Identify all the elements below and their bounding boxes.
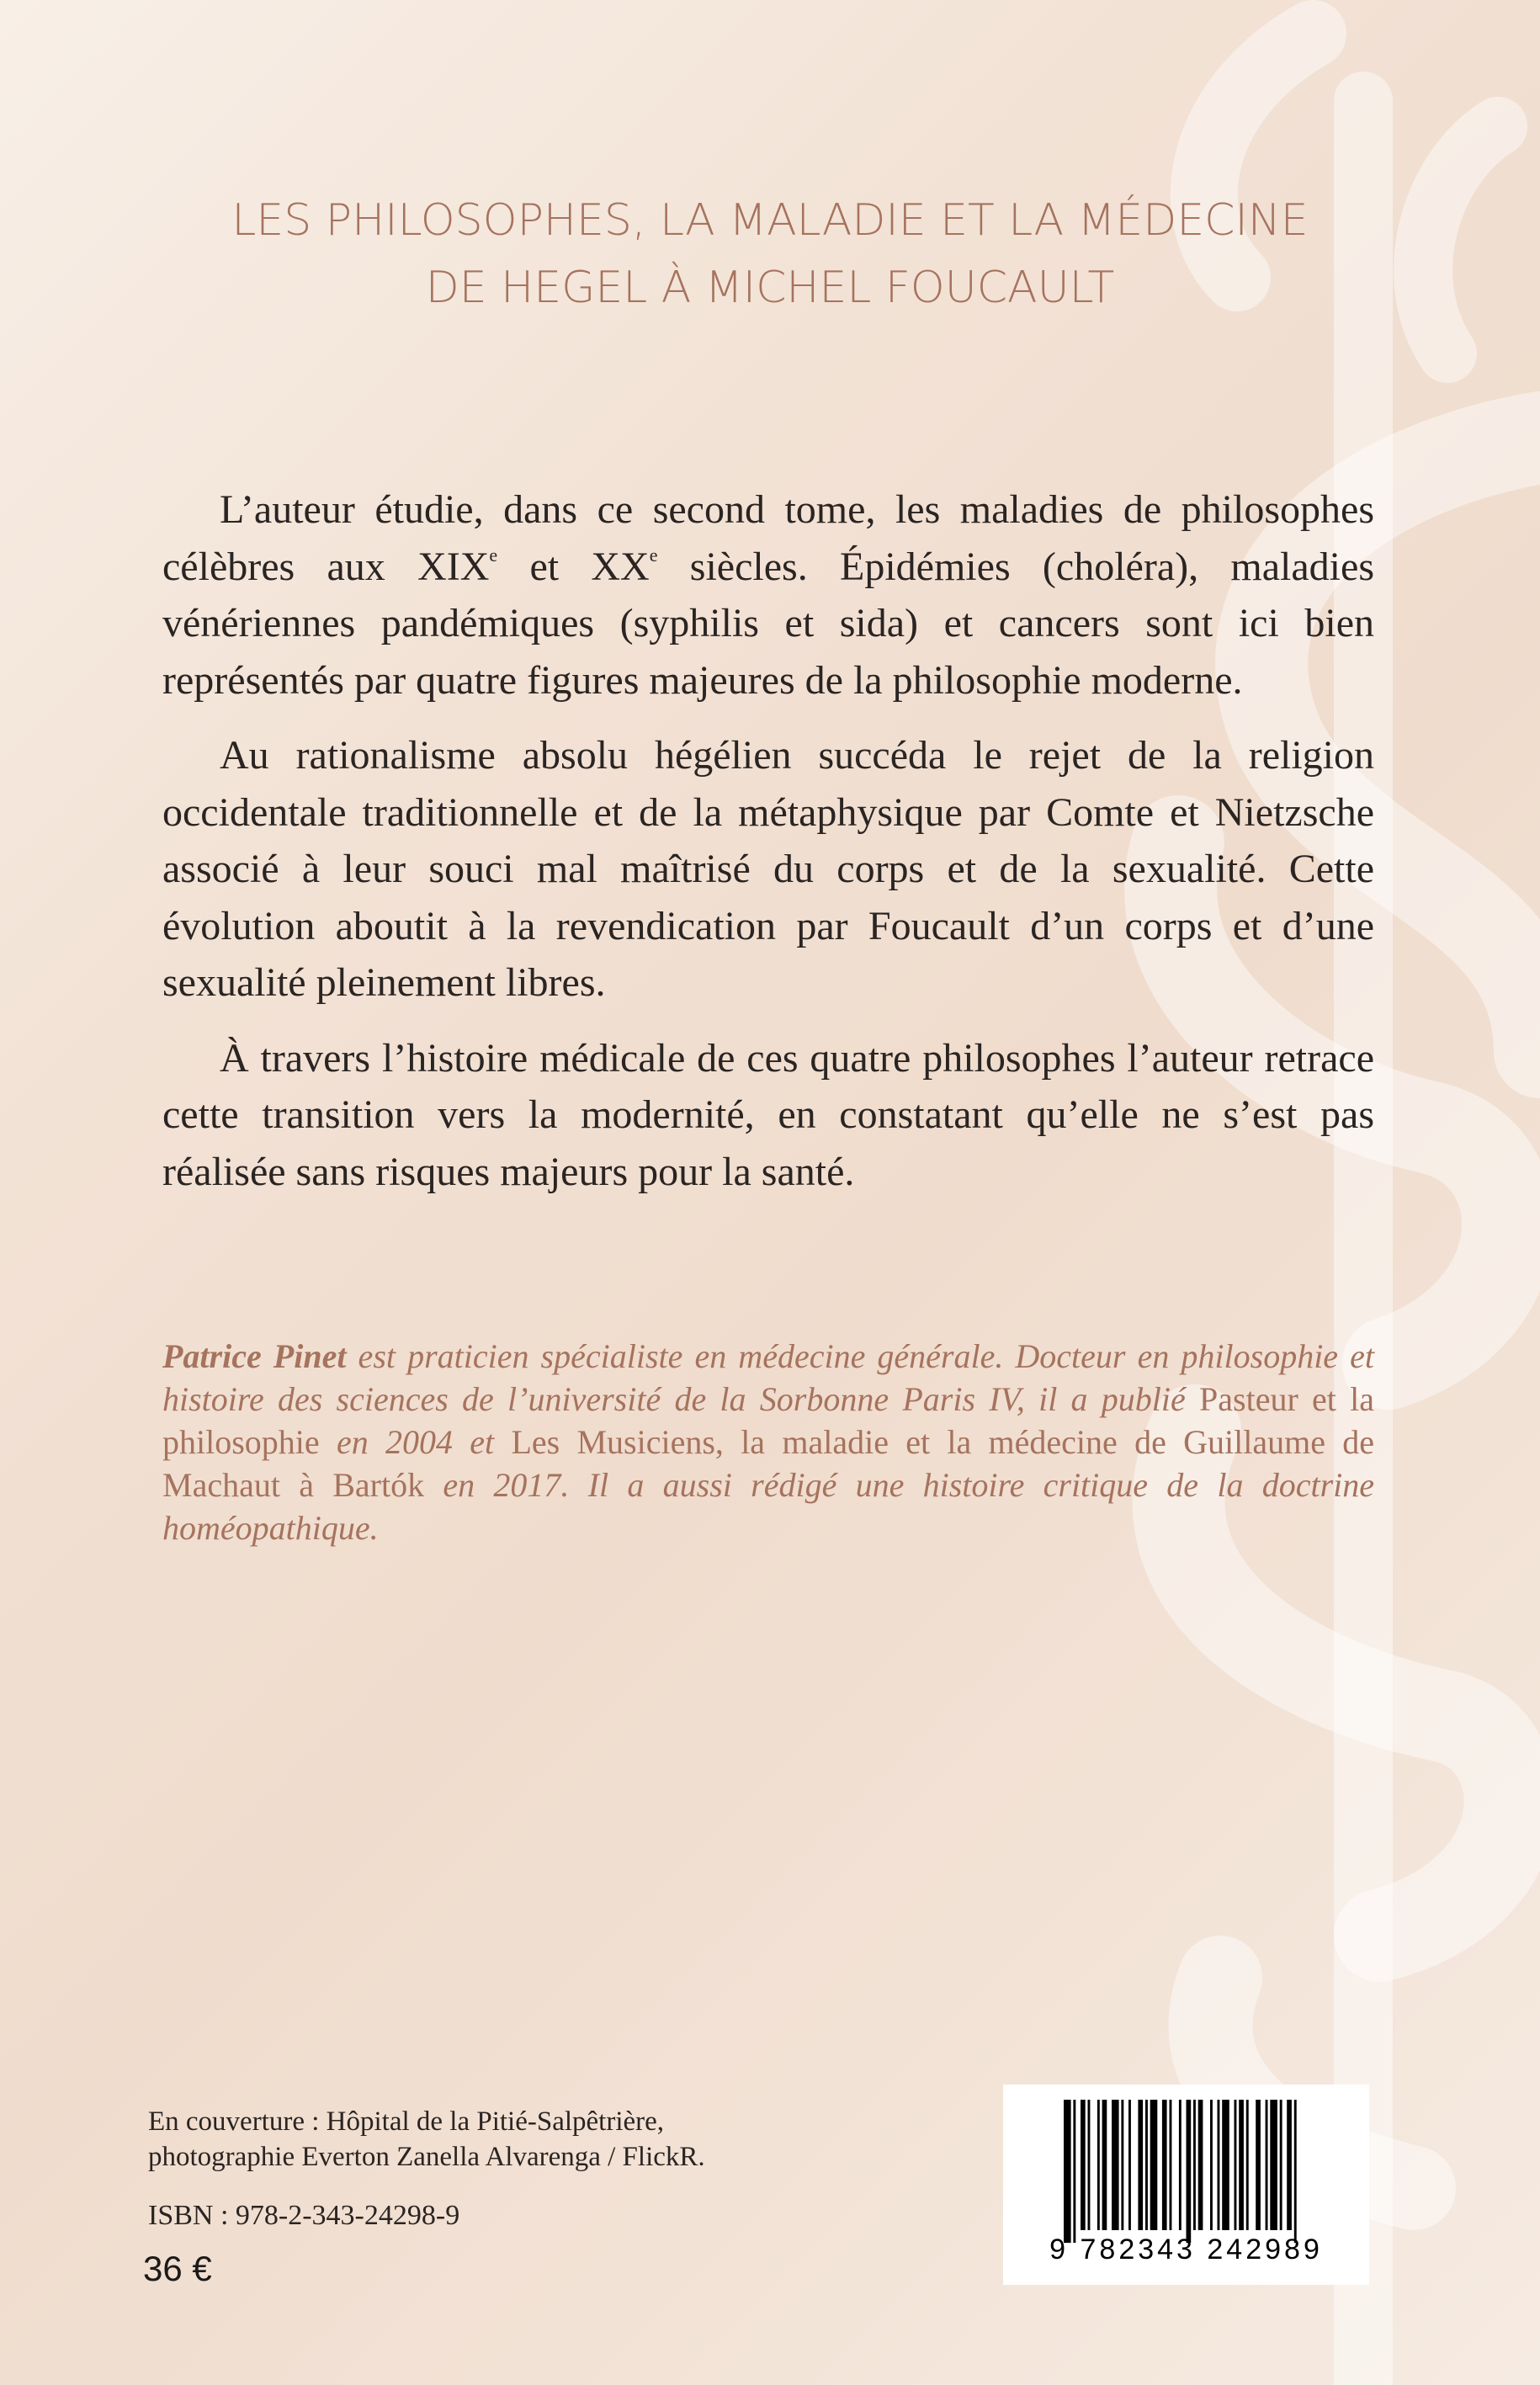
book-title-1: Pasteur et la philosophie [162, 1380, 1374, 1461]
price: 36 € [143, 2249, 212, 2288]
barcode-bar [1235, 2100, 1237, 2230]
barcode-bar [1270, 2100, 1277, 2230]
blurb-p1-c: siècles. Épidémies (choléra), maladies vénériennes pandémiques (syphilis et sida) et cancers sont ici bien représentés par quatre figures majeures de la philosophie moderne. [162, 544, 1374, 703]
barcode-bar [1294, 2100, 1297, 2243]
superscript-e: e [489, 544, 498, 566]
cover-credit [148, 2104, 705, 2175]
bio-text-1: est praticien spécialiste en médecine générale. Docteur en philosophie et histoire des sciences de l’université de la Sorbonne Paris IV, il a publié [162, 1337, 1374, 1418]
barcode-bar [1073, 2100, 1075, 2243]
barcode-bar [1145, 2100, 1148, 2230]
barcode [1003, 2085, 1369, 2285]
barcode-bar [1081, 2100, 1086, 2230]
barcode-bar [1218, 2100, 1220, 2230]
credit-line-2: photographie Everton Zanella Alvarenga / FlickR. [148, 2142, 705, 2172]
barcode-bar [1287, 2100, 1292, 2230]
barcode-bar [1138, 2100, 1143, 2230]
barcode-bar [1112, 2100, 1119, 2230]
barcode-bar [1150, 2100, 1158, 2230]
blurb-p1-a: L’auteur étudie, dans ce second tome, les maladies de philosophes célèbres aux XIX [162, 487, 1374, 589]
barcode-bar [1266, 2100, 1268, 2230]
barcode-bar [1064, 2100, 1071, 2243]
book-title-2: Les Musiciens, la maladie et la médecine de Guillaume de Machaut à Bartók [162, 1423, 1374, 1504]
book-title [126, 187, 1414, 321]
barcode-bar [1162, 2100, 1167, 2230]
blurb-paragraph-2: Au rationalisme absolu hégélien succéda le rejet de la religion occidentale traditionnelle et de la métaphysique par Comte et Nietzsche associé à leur souci mal maîtrisé du corps et de la sexualité. Cette évolution aboutit à la revendication par Foucault d’un corps et d’une sexualité pleinement libres. [162, 733, 1374, 1005]
barcode-digits: 9 782343 242989 [1049, 2234, 1323, 2265]
barcode-bar [1097, 2100, 1100, 2230]
title-line-1: LES PHILOSOPHES, LA MALADIE ET LA MÉDECINE [231, 195, 1309, 246]
barcode-bar [1222, 2100, 1229, 2230]
isbn: ISBN : 978-2-343-24298-9 [148, 2200, 460, 2231]
bio-text-3: en 2017. Il a aussi rédigé une histoire critique de la doctrine homéopathique. [162, 1466, 1375, 1547]
barcode-bar [1128, 2100, 1131, 2230]
blurb-paragraph-3: À travers l’histoire médicale de ces quatre philosophes l’auteur retrace cette transition vers la modernité, en constatant qu’elle ne s’est pas réalisée sans risques majeurs pour la santé. [162, 1035, 1374, 1194]
blurb [162, 481, 1374, 1219]
barcode-bar [1280, 2100, 1282, 2230]
barcode-bar [1170, 2100, 1172, 2230]
title-line-2: DE HEGEL À MICHEL FOUCAULT [425, 263, 1115, 313]
barcode-bar [1239, 2100, 1244, 2230]
blurb-p1-b: et XX [497, 544, 650, 589]
credit-line-1: En couverture : Hôpital de la Pitié-Salpêtrière, [148, 2106, 665, 2137]
barcode-bar [1246, 2100, 1249, 2230]
barcode-bar [1179, 2100, 1182, 2230]
barcode-bar [1088, 2100, 1091, 2230]
barcode-bar [1102, 2100, 1107, 2230]
barcode-bar [1121, 2100, 1123, 2230]
barcode-bar [1198, 2100, 1203, 2230]
author-bio [162, 1335, 1374, 1549]
author-name: Patrice Pinet [162, 1337, 347, 1375]
barcode-bar [1193, 2100, 1196, 2230]
barcode-bar [1210, 2100, 1213, 2230]
barcode-bar [1187, 2100, 1192, 2243]
blurb-paragraph-1 [162, 481, 1374, 709]
bio-text-2: en 2004 et [319, 1423, 512, 1461]
superscript-e: e [649, 544, 658, 566]
barcode-bar [1256, 2100, 1261, 2230]
author-bio-paragraph [162, 1335, 1374, 1549]
